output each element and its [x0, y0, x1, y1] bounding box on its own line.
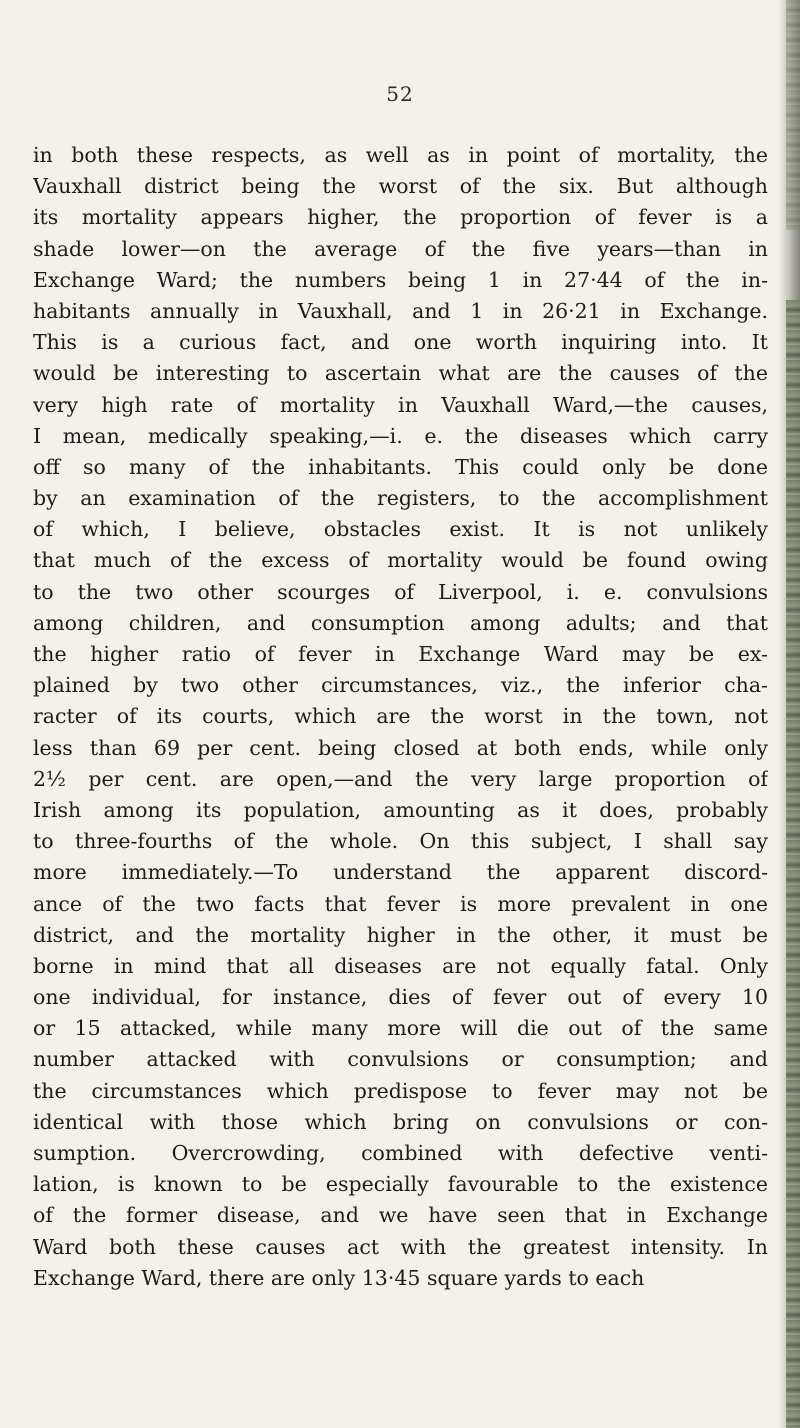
text-line: its mortality appears higher, the proportion of fever is a: [33, 205, 768, 230]
text-line: number attacked with convulsions or consumption; and: [33, 1047, 768, 1072]
page-number: 52: [386, 82, 414, 106]
text-line: Irish among its population, amounting as it does, probably: [33, 797, 768, 822]
page-edge-texture: [786, 300, 800, 1428]
text-line: more immediately.—To understand the apparent discord-: [33, 860, 768, 885]
text-line: shade lower—on the average of the five years—than in: [33, 236, 768, 261]
text-line: borne in mind that all diseases are not equally fatal. Only: [33, 953, 768, 978]
text-line: 2½ per cent. are open,—and the very large proportion of: [33, 766, 768, 791]
text-line: in both these respects, as well as in point of mortality, the: [33, 143, 768, 167]
text-line: that much of the excess of mortality would be found owing: [33, 548, 768, 573]
text-line: Exchange Ward; the numbers being 1 in 27·44 of the in-: [33, 267, 768, 292]
text-line: or 15 attacked, while many more will die out of the same: [33, 1016, 768, 1041]
text-line: I mean, medically speaking,—i. e. the diseases which carry: [33, 423, 768, 448]
text-line: habitants annually in Vauxhall, and 1 in 26·21 in Exchange.: [33, 298, 768, 323]
text-line: Ward both these causes act with the greatest intensity. In: [33, 1234, 768, 1259]
text-line: the higher ratio of fever in Exchange Ward may be ex-: [33, 642, 768, 666]
text-line: ance of the two facts that fever is more prevalent in one: [33, 891, 768, 916]
text-line: district, and the mortality higher in the other, it must be: [33, 922, 768, 947]
text-line: identical with those which bring on convulsions or con-: [33, 1109, 768, 1134]
text-line: Vauxhall district being the worst of the six. But although: [33, 174, 768, 199]
text-line: of the former disease, and we have seen that in Exchange: [33, 1203, 768, 1228]
text-line: would be interesting to ascertain what are the causes of the: [33, 361, 768, 386]
text-line: to three-fourths of the whole. On this subject, I shall say: [33, 829, 768, 854]
text-line: one individual, for instance, dies of fever out of every 10: [33, 985, 768, 1010]
page-edge-texture: [786, 0, 800, 230]
text-line: Exchange Ward, there are only 13·45 square yards to each: [33, 1265, 645, 1290]
text-line: by an examination of the registers, to the accomplishment: [33, 486, 768, 511]
text-line: This is a curious fact, and one worth inquiring into. It: [33, 330, 768, 355]
body-text: [33, 140, 768, 1294]
text-line: very high rate of mortality in Vauxhall Ward,—the causes,: [33, 392, 768, 417]
text-line: less than 69 per cent. being closed at both ends, while only: [33, 735, 768, 760]
text-line: among children, and consumption among adults; and that: [33, 610, 768, 635]
text-line: plained by two other circumstances, viz., the inferior cha-: [33, 673, 768, 698]
text-line: sumption. Overcrowding, combined with defective venti-: [33, 1141, 768, 1165]
text-line: lation, is known to be especially favourable to the existence: [33, 1172, 768, 1197]
text-line: of which, I believe, obstacles exist. It is not unlikely: [33, 517, 768, 542]
text-line: to the two other scourges of Liverpool, i. e. convulsions: [33, 579, 768, 604]
text-line: racter of its courts, which are the worst in the town, not: [33, 704, 768, 729]
text-line: off so many of the inhabitants. This could only be done: [33, 454, 768, 479]
text-line: the circumstances which predispose to fever may not be: [33, 1078, 768, 1103]
